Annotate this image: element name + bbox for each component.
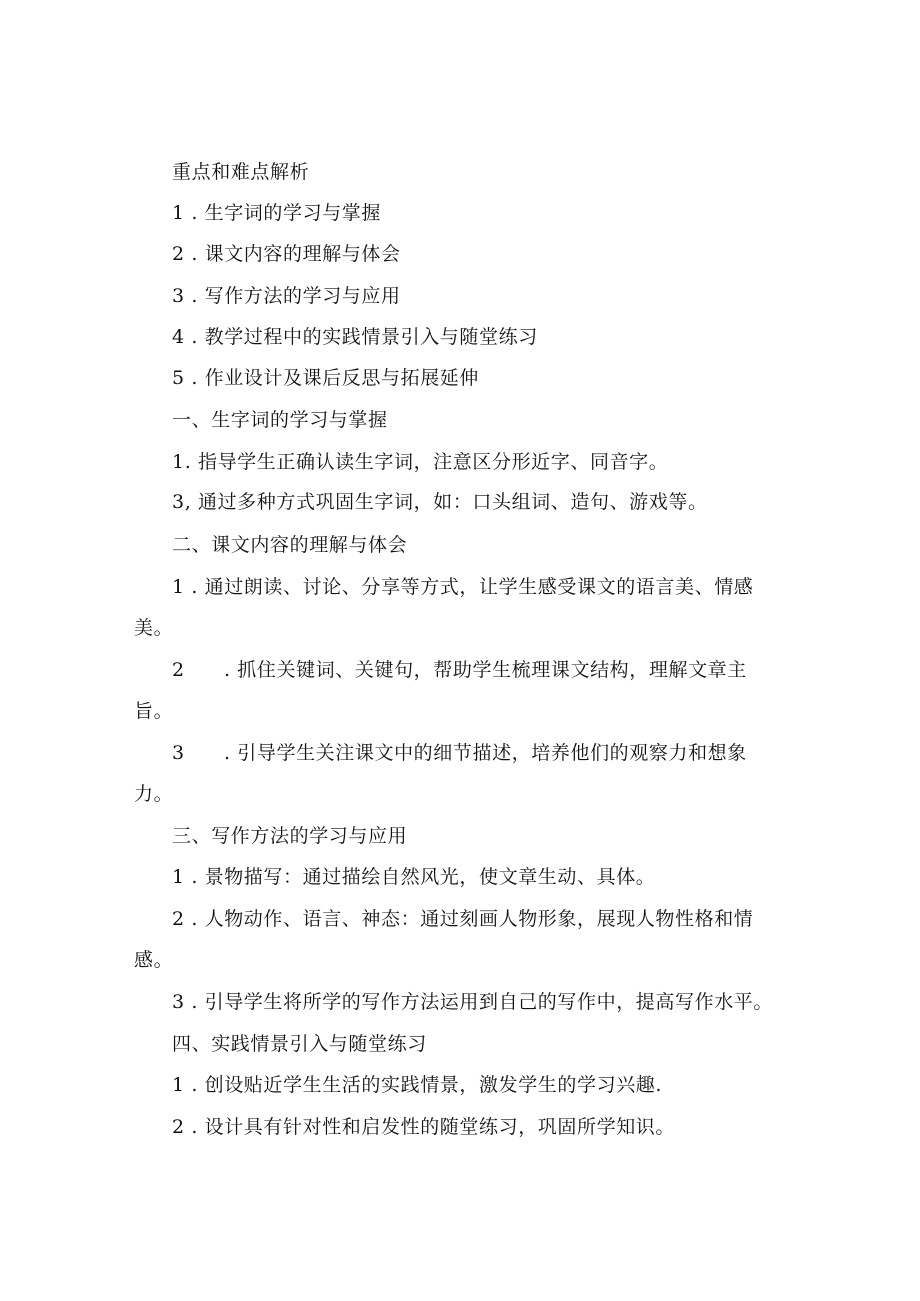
section2-item-1: 1 . 通过朗读、讨论、分享等方式，让学生感受课文的语言美、情感 (172, 576, 754, 598)
outline-item-4: 4 . 教学过程中的实践情景引入与随堂练习 (172, 326, 538, 348)
outline-item-1: 1 . 生字词的学习与掌握 (172, 202, 382, 224)
section-heading-4: 四、实践情景引入与随堂练习 (172, 1033, 427, 1055)
outline-title: 重点和难点解析 (172, 161, 310, 183)
section-heading-3: 三、写作方法的学习与应用 (172, 825, 408, 847)
section2-item-3 (172, 741, 747, 765)
section3-item-2-continued: 感。 (134, 949, 174, 971)
section3-item-3: 3 . 引导学生将所学的写作方法运用到自己的写作中，提高写作水平。 (172, 991, 774, 1013)
section1-item-2: 3, 通过多种方式巩固生字词，如：口头组词、造句、游戏等。 (172, 491, 708, 513)
section2-item-2-text: . 抓住关键词、关键句，帮助学生梳理课文结构，理解文章主 (224, 659, 747, 681)
outline-item-5: 5 . 作业设计及课后反思与拓展延伸 (172, 367, 480, 389)
section2-item-3-text: . 引导学生关注课文中的细节描述，培养他们的观察力和想象 (224, 742, 747, 764)
section1-item-1: 1. 指导学生正确认读生字词，注意区分形近字、同音字。 (172, 451, 669, 473)
section3-item-2: 2 . 人物动作、语言、神态：通过刻画人物形象，展现人物性格和情 (172, 908, 754, 930)
outline-item-2: 2 . 课文内容的理解与体会 (172, 243, 401, 265)
section2-item-1-continued: 美。 (134, 617, 174, 639)
section-heading-1: 一、生字词的学习与掌握 (172, 409, 388, 431)
outline-item-3: 3 . 写作方法的学习与应用 (172, 285, 401, 307)
section-heading-2: 二、课文内容的理解与体会 (172, 534, 408, 556)
section3-item-1: 1 . 景物描写：通过描绘自然风光，使文章生动、具体。 (172, 866, 656, 888)
section4-item-2: 2 . 设计具有针对性和启发性的随堂练习，巩固所学知识。 (172, 1116, 676, 1138)
section4-item-1: 1 . 创设贴近学生生活的实践情景，激发学生的学习兴趣. (172, 1074, 663, 1096)
section2-item-2-continued: 旨。 (134, 700, 174, 722)
section2-item-2 (172, 658, 747, 682)
section2-item-3-number: 3 (172, 742, 185, 764)
section2-item-2-number: 2 (172, 659, 185, 681)
section2-item-3-continued: 力。 (134, 783, 174, 805)
